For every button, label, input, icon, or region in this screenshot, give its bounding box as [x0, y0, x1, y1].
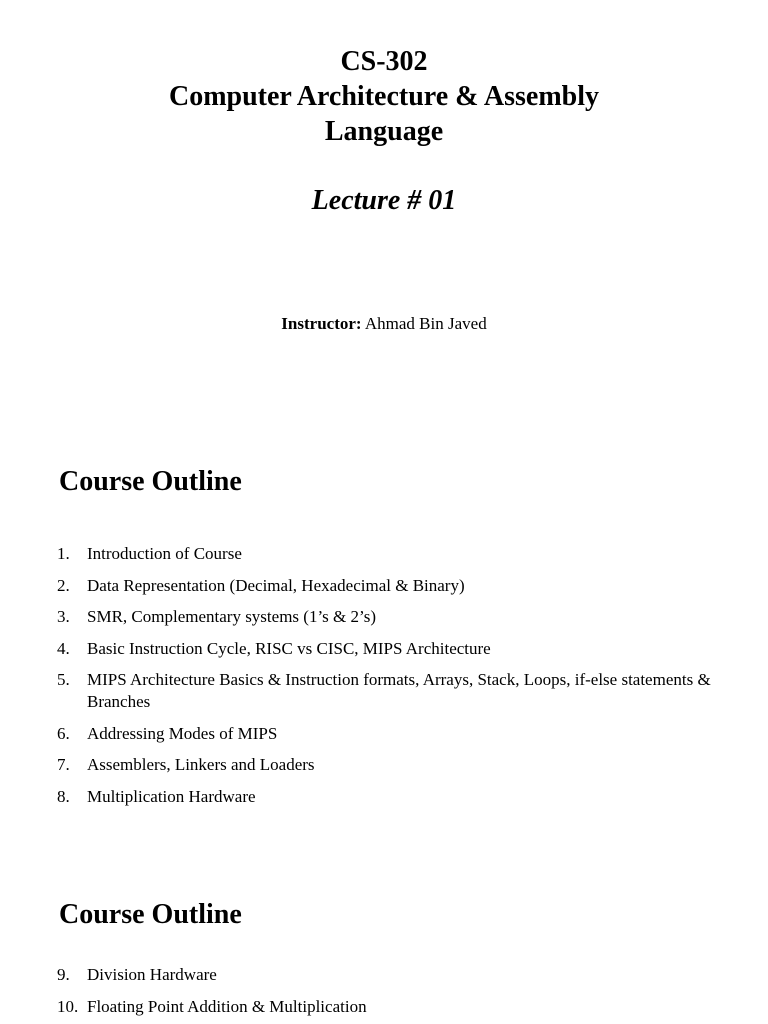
- list-item-number: 9.: [57, 965, 70, 984]
- course-title-line-2: Language: [324, 116, 444, 147]
- course-code: CS-302: [340, 46, 428, 77]
- list-item-text: MIPS Architecture Basics & Instruction formats, Arrays, Stack, Loops, if-else statements & Branches: [87, 670, 711, 711]
- course-outline-list-2: [57, 964, 717, 1024]
- list-item-text: SMR, Complementary systems (1’s & 2’s): [87, 607, 376, 626]
- list-item: [57, 996, 717, 1018]
- list-item-number: 3.: [57, 607, 70, 626]
- course-title-line-1: Computer Architecture & Assembly: [168, 81, 600, 112]
- list-item-text: Multiplication Hardware: [87, 786, 256, 806]
- list-item-number: 1.: [57, 544, 70, 563]
- list-item: [57, 543, 717, 565]
- course-outline-list-1: [57, 543, 717, 817]
- list-item: [57, 754, 717, 776]
- list-item-text: Assemblers, Linkers and Loaders: [87, 755, 315, 774]
- list-item-text: Division Hardware: [87, 965, 217, 984]
- instructor-label: Instructor:: [281, 314, 362, 333]
- course-outline-heading-2: Course Outline: [59, 899, 242, 930]
- list-item-text: Addressing Modes of MIPS: [87, 723, 278, 743]
- list-item: [57, 606, 717, 628]
- list-item-number: 6.: [57, 723, 70, 743]
- list-item-number: 7.: [57, 755, 70, 774]
- list-item: [57, 964, 717, 986]
- list-item: [57, 669, 717, 713]
- list-item: [57, 575, 717, 597]
- list-item-number: 5.: [57, 670, 70, 689]
- lecture-number: Lecture # 01: [311, 185, 457, 216]
- list-item: [57, 638, 717, 660]
- title-block: [0, 44, 768, 149]
- list-item-text: Data Representation (Decimal, Hexadecimal & Binary): [87, 575, 465, 595]
- list-item-number: 10.: [57, 996, 79, 1016]
- list-item: [57, 786, 717, 808]
- list-item: [57, 723, 717, 745]
- list-item-text: Basic Instruction Cycle, RISC vs CISC, MIPS Architecture: [87, 638, 491, 658]
- list-item-text: Introduction of Course: [87, 544, 242, 563]
- list-item-number: 8.: [57, 786, 70, 806]
- instructor-name: Ahmad Bin Javed: [364, 314, 487, 333]
- instructor-line: [0, 313, 768, 335]
- course-outline-heading-1: Course Outline: [59, 466, 242, 497]
- list-item-number: 2.: [57, 575, 70, 595]
- list-item-text: Floating Point Addition & Multiplication: [87, 996, 367, 1016]
- list-item-number: 4.: [57, 638, 70, 658]
